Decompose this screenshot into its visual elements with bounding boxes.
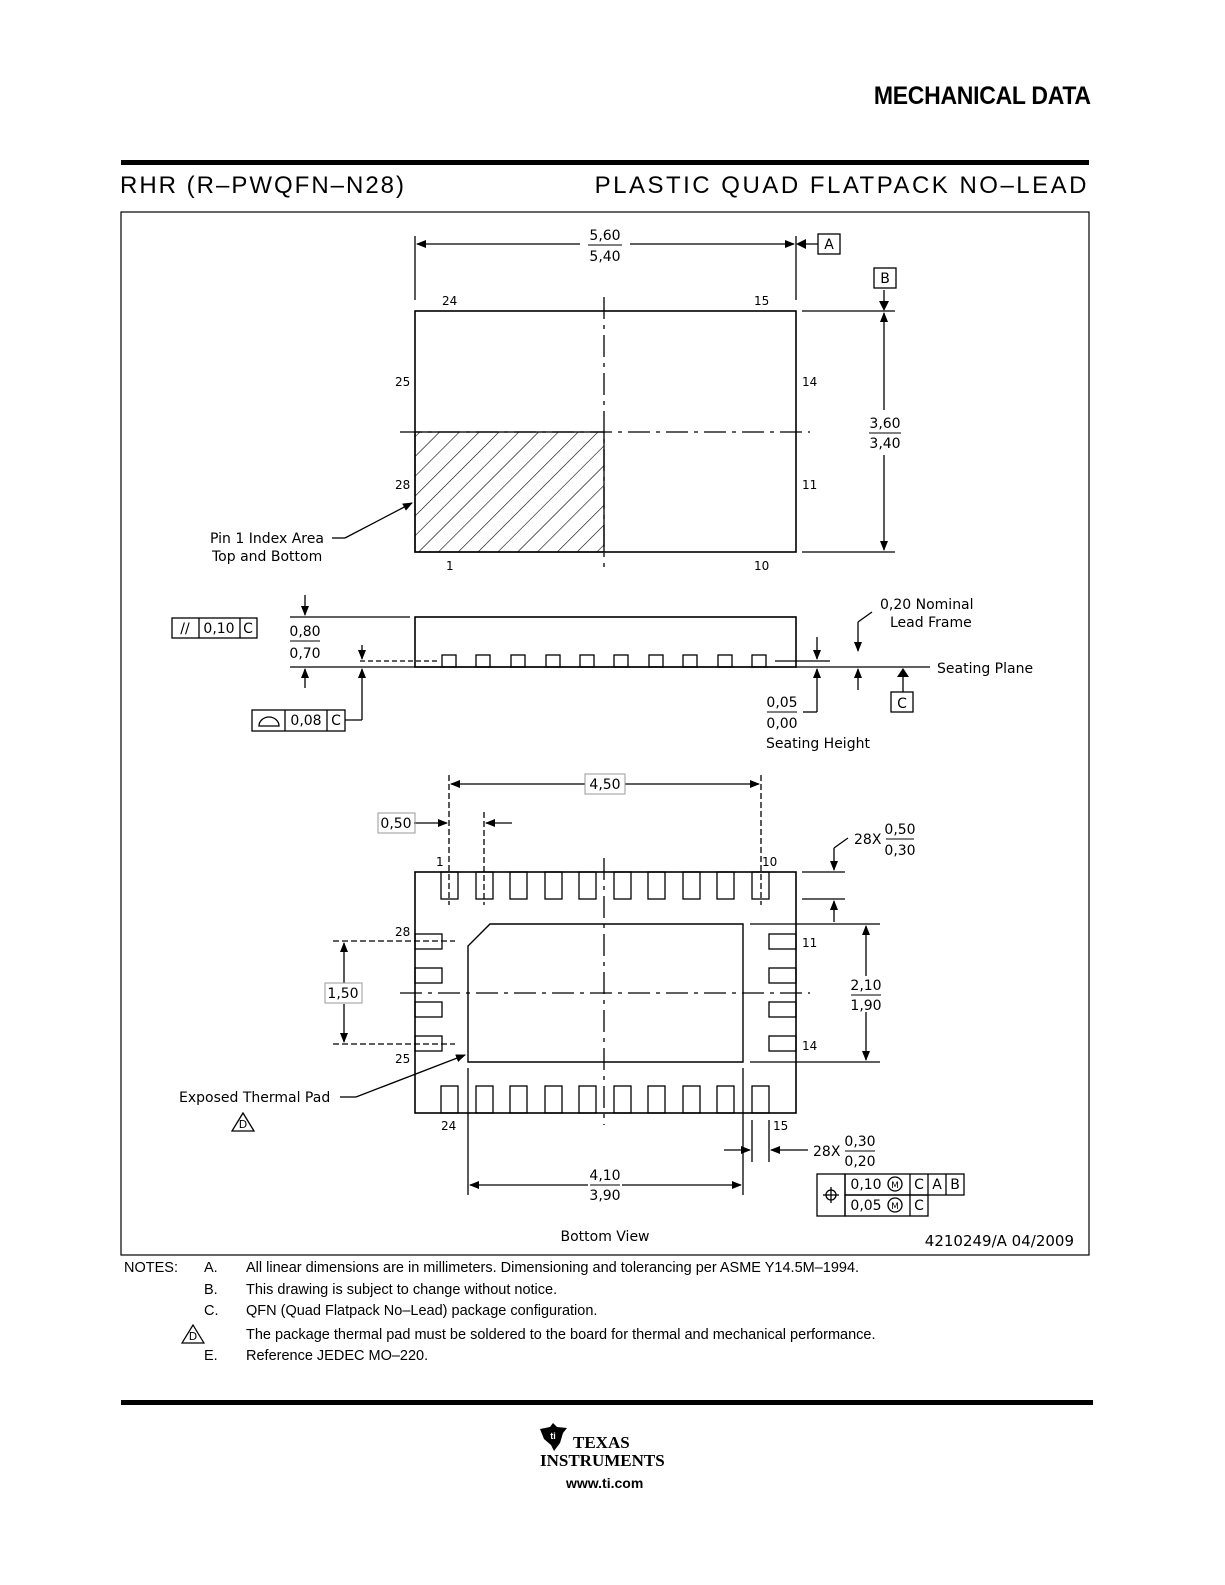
note-c [124,1301,876,1323]
drawing-id: 4210249/A 04/2009 [924,1232,1074,1250]
datum-a: A [824,237,834,253]
bottom-rule [121,1400,1093,1405]
bottom-pin-11: 11 [802,936,818,950]
tol1-mod: M [891,1181,899,1191]
flag-d-icon [180,1323,206,1345]
top-pin-1: 1 [446,559,454,573]
notes [124,1258,876,1368]
coplanarity-value: 0,08 [290,713,322,729]
tol2-datum: C [914,1198,924,1214]
note-text: All linear dimensions are in millimeters. Dimensioning and tolerancing per ASME Y14.5M–1994. [246,1260,860,1276]
bottom-pin-10: 10 [762,855,778,869]
lead-frame-line1: 0,20 Nominal [880,597,974,613]
pin1-index-area [415,432,604,552]
pad-width-max: 4,10 [589,1168,621,1184]
bottom-pin-14: 14 [802,1039,818,1053]
pad-width-min: 3,90 [589,1188,621,1204]
datum-c: C [897,696,907,712]
top-width-max: 5,60 [589,228,621,244]
tol2-value: 0,05 [850,1198,882,1214]
page-title: MECHANICAL DATA [874,82,1091,110]
svg-text:ti: ti [550,1431,556,1441]
span-value: 4,50 [589,777,621,793]
datum-b: B [880,271,890,287]
tol1-datum-1: C [914,1177,924,1193]
standoff-min: 0,00 [766,716,798,732]
bottom-pin-24: 24 [441,1119,457,1133]
bottom-pin-15: 15 [773,1119,789,1133]
top-pin-11: 11 [802,478,818,492]
side-view [172,595,1033,752]
note-e [124,1346,876,1368]
note-letter: A. [204,1260,218,1276]
note-b [124,1280,876,1302]
side-height-max: 0,80 [289,624,321,640]
ti-logo-icon [536,1423,572,1453]
website-link[interactable]: www.ti.com [566,1475,644,1491]
bottom-top-pads [441,872,769,899]
thermal-flag: D [238,1118,248,1131]
lead-width-max: 0,30 [844,1134,876,1150]
side-height-min: 0,70 [289,646,321,662]
note-letter: E. [204,1348,218,1364]
index-note-line1: Pin 1 Index Area [210,531,324,547]
note-text: This drawing is subject to change without notice. [246,1281,558,1298]
notes-label: NOTES: [124,1260,178,1276]
brand-line1: TEXAS [573,1433,630,1452]
tol1-value: 0,10 [850,1177,882,1193]
note-d [124,1325,876,1347]
parallelism-value: 0,10 [203,621,235,637]
pad-height-min: 1,90 [850,998,882,1014]
top-pin-28: 28 [395,478,411,492]
package-type: PLASTIC QUAD FLATPACK NO–LEAD [594,172,1089,199]
top-pin-15: 15 [754,294,770,308]
note-text: Reference JEDEC MO–220. [246,1348,429,1364]
bottom-bottom-pads [441,1086,769,1113]
bottom-view [179,774,1074,1250]
bottom-pin-25: 25 [395,1052,411,1066]
side-leads [442,655,766,667]
parallelism-symbol: // [180,621,190,637]
row-span-value: 1,50 [327,986,359,1002]
index-note-line2: Top and Bottom [212,549,323,565]
bottom-view-caption: Bottom View [560,1229,650,1245]
thermal-note: Exposed Thermal Pad [179,1090,331,1106]
note-text: The package thermal pad must be soldered to the board for thermal and mechanical performance. [246,1326,876,1343]
top-height-max: 3,60 [869,416,901,432]
top-width-min: 5,40 [589,249,621,265]
note-letter: C. [204,1303,219,1319]
top-pin-25: 25 [395,375,411,389]
seating-plane: Seating Plane [937,661,1034,677]
top-pin-14: 14 [802,375,818,389]
top-view [210,228,901,573]
pitch-value: 0,50 [380,816,412,832]
tol2-mod: M [891,1202,899,1212]
coplanarity-datum: C [331,713,341,729]
side-body [415,617,796,667]
lead-width-count: 28X [813,1144,841,1160]
bottom-pin-28: 28 [395,925,411,939]
pad-length-max: 0,50 [884,822,916,838]
bottom-pin-1: 1 [436,855,444,869]
seating-height: Seating Height [766,736,870,752]
profile-icon [259,717,279,726]
top-height-min: 3,40 [869,436,901,452]
pad-height-max: 2,10 [850,978,882,994]
note-a [124,1258,876,1280]
top-pin-10: 10 [754,559,770,573]
package-code: RHR (R–PWQFN–N28) [120,172,407,199]
lead-frame-line2: Lead Frame [890,615,972,631]
pad-length-count: 28X [854,832,882,848]
note-text: QFN (Quad Flatpack No–Lead) package configuration. [246,1303,598,1319]
standoff-max: 0,05 [766,695,798,711]
note-letter: D [188,1329,198,1343]
lead-width-min: 0,20 [844,1154,876,1170]
top-pin-24: 24 [442,294,458,308]
tol1-datum-2: A [932,1177,942,1193]
parallelism-datum: C [243,621,253,637]
tol1-datum-3: B [950,1177,960,1193]
pad-length-min: 0,30 [884,843,916,859]
note-letter: B. [204,1281,218,1298]
brand-line2: INSTRUMENTS [540,1451,665,1470]
